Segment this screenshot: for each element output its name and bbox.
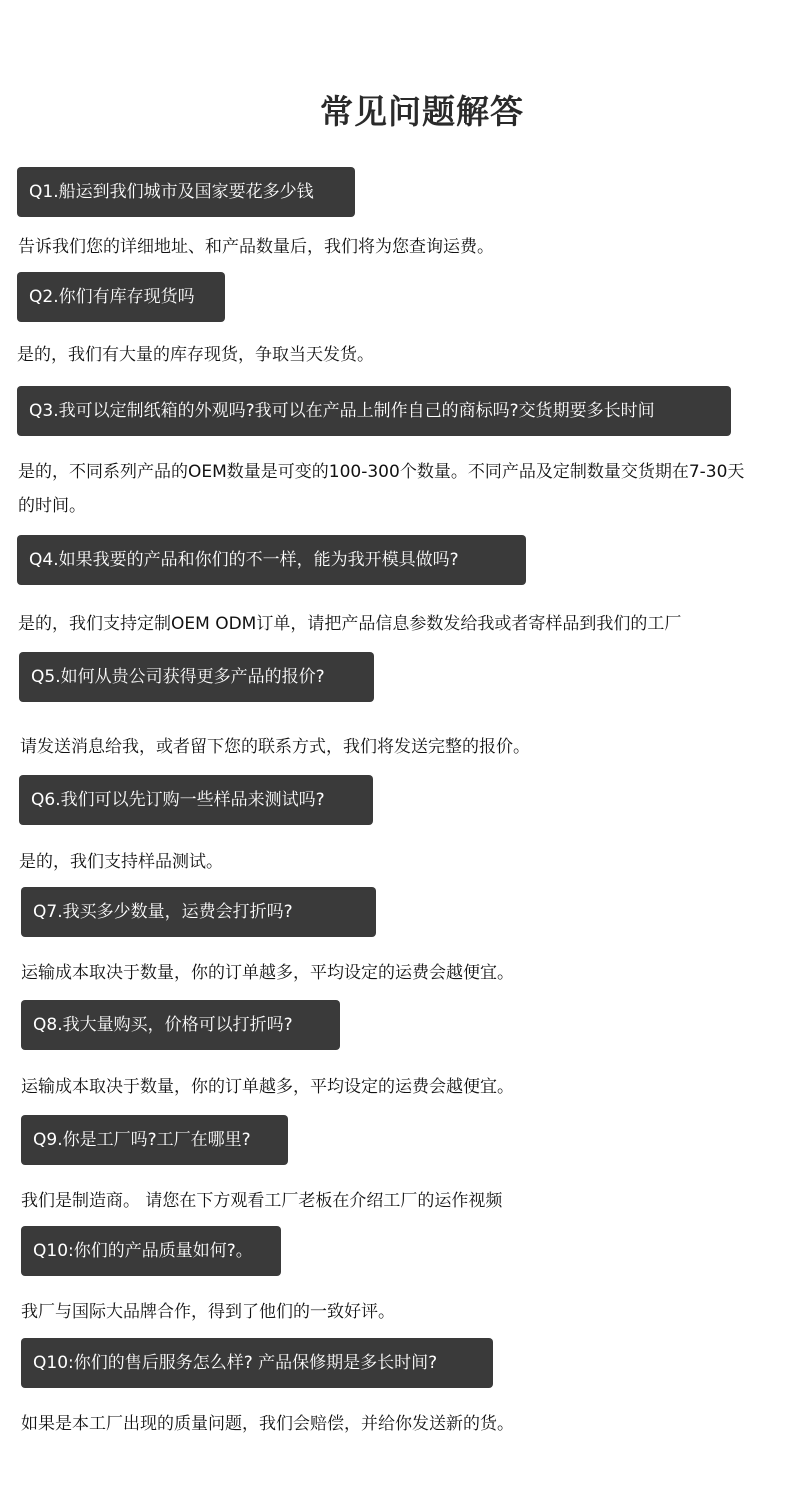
- question-3: Q3.我可以定制纸箱的外观吗?我可以在产品上制作自己的商标吗?交货期要多长时间: [17, 386, 731, 436]
- question-8: Q8.我大量购买，价格可以打折吗?: [21, 1000, 340, 1050]
- question-10: Q10:你们的产品质量如何?。: [21, 1226, 281, 1276]
- answer-3: 是的，不同系列产品的OEM数量是可变的100-300个数量。不同产品及定制数量交货期在7-30天的时间。: [18, 462, 745, 516]
- answer-4: 是的，我们支持定制OEM ODM订单，请把产品信息参数发给我或者寄样品到我们的工厂: [18, 614, 682, 634]
- question-11: Q10:你们的售后服务怎么样? 产品保修期是多长时间?: [21, 1338, 493, 1388]
- question-7: Q7.我买多少数量，运费会打折吗?: [21, 887, 376, 937]
- question-2: Q2.你们有库存现货吗: [17, 272, 225, 322]
- question-4: Q4.如果我要的产品和你们的不一样，能为我开模具做吗?: [17, 535, 526, 585]
- answer-6: 是的，我们支持样品测试。: [19, 852, 223, 872]
- question-9: Q9.你是工厂吗?工厂在哪里?: [21, 1115, 288, 1165]
- answer-10: 我厂与国际大品牌合作，得到了他们的一致好评。: [21, 1302, 395, 1322]
- answer-2: 是的，我们有大量的库存现货，争取当天发货。: [17, 345, 374, 365]
- answer-1: 告诉我们您的详细地址、和产品数量后，我们将为您查询运费。: [18, 237, 494, 257]
- answer-11: 如果是本工厂出现的质量问题，我们会赔偿，并给你发送新的货。: [21, 1414, 514, 1434]
- question-6: Q6.我们可以先订购一些样品来测试吗?: [19, 775, 373, 825]
- answer-8: 运输成本取决于数量，你的订单越多，平均设定的运费会越便宜。: [21, 1077, 514, 1097]
- answer-7: 运输成本取决于数量，你的订单越多，平均设定的运费会越便宜。: [21, 963, 514, 983]
- answer-5: 请发送消息给我，或者留下您的联系方式，我们将发送完整的报价。: [20, 737, 530, 757]
- question-5: Q5.如何从贵公司获得更多产品的报价?: [19, 652, 374, 702]
- answer-9: 我们是制造商。 请您在下方观看工厂老板在介绍工厂的运作视频: [21, 1191, 503, 1211]
- question-1: Q1.船运到我们城市及国家要花多少钱: [17, 167, 355, 217]
- page-title: 常见问题解答: [320, 92, 524, 131]
